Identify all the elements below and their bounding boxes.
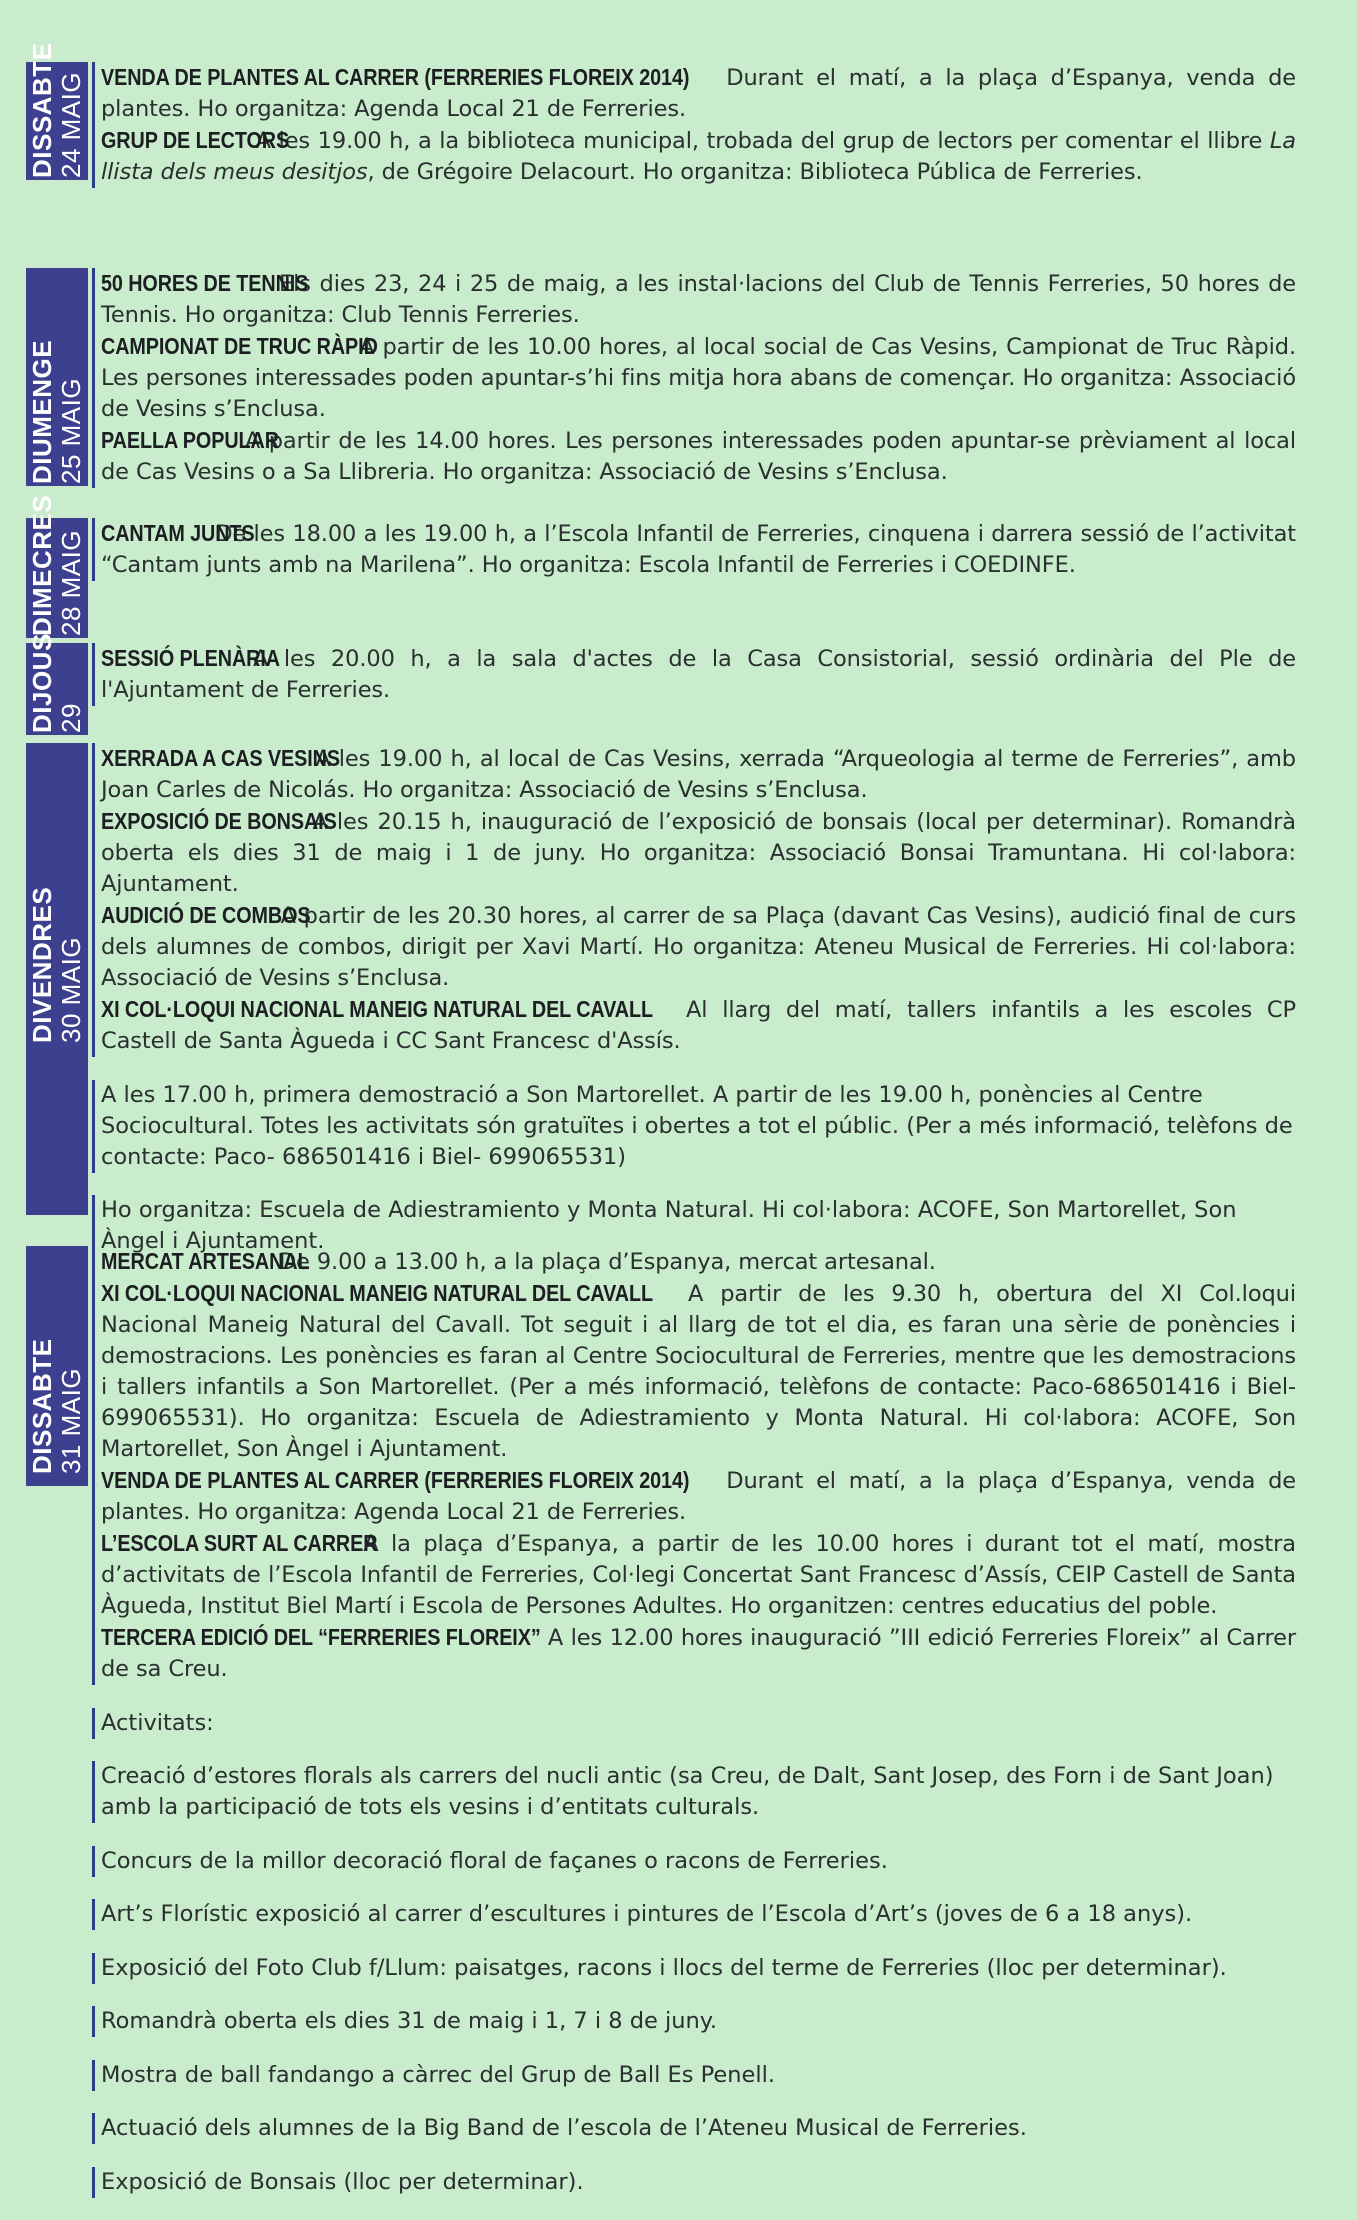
event-item [92,806,1296,900]
event-title: CAMPIONAT DE TRUC RÀPID [101,333,378,359]
event-text: A les 20.00 h, a la sala d'actes de la Casa Consistorial, sessió ordinària del Ple de l'Ajuntament de Ferreries. [101,646,1296,703]
event-detail-line: Mostra de ball fandango a càrrec del Grup de Ball Es Penell. [92,2060,1296,2091]
day-events [88,62,1296,188]
event-item [92,1278,1296,1465]
day-date: 30 MAIG [56,936,86,1043]
event-title: AUDICIÓ DE COMBOS [101,902,311,928]
event-detail-line: Actuació dels alumnes de la Big Band de l’escola de l’Ateneu Musical de Ferreries. [92,2113,1296,2144]
day-label-bar [26,1246,88,1486]
event-title: GRUP DE LECTORS [101,127,290,153]
event-text: A partir de les 10.00 hores, al local social de Cas Vesins, Campionat de Truc Ràpid. Les persones interessades poden apuntar-s’hi fins mitja hora abans de començar. Ho organitza: Associació de Vesins s’Enclusa. [101,334,1296,422]
event-text: De les 18.00 a les 19.00 h, a l’Escola Infantil de Ferreries, cinquena i darrera sessió de l’activitat “Cantam junts amb na Marilena”. Ho organitza: Escola Infantil de Ferreries i COEDINFE. [101,521,1296,578]
event-text: A les 19.00 h, a la biblioteca municipal, trobada del grup de lectors per comentar el llibre [248,128,1270,154]
day-section-dissabte-31 [26,1246,1296,2195]
day-weekday: DIJOUS [27,633,57,733]
event-item [92,1246,1296,1278]
event-detail-line: Creació d’estores florals als carrers del nucli antic (sa Creu, de Dalt, Sant Josep, des Forn i de Sant Joan) amb la participació de tots els vesins i d’entitats culturals. [92,1761,1296,1823]
event-text: Els dies 23, 24 i 25 de maig, a les instal·lacions del Club de Tennis Ferreries, 50 hores de Tennis. Ho organitza: Club Tennis Ferreries. [101,271,1296,328]
event-title: TERCERA EDICIÓ DEL “FERRERIES FLOREIX” [101,1624,541,1650]
day-section-diumenge-25 [26,268,1296,486]
event-text: De 9.00 a 13.00 h, a la plaça d’Espanya, mercat artesanal. [271,1249,936,1275]
event-text: A partir de les 9.30 h, obertura del XI Col.loqui Nacional Maneig Natural del Cavall. Tot seguit i al llarg de tot el dia, es faran una sèrie de ponències i demostracions. Les ponències es faran al Centre Sociocultural de Ferreries, mentre que les demostracions i tallers infantils a Son Martorellet. (Per a més informació, telèfons de contacte: Paco-686501416 i Biel- 699065531). Ho organitza: Escuela de Adiestramiento y Monta Natural. Hi col·labora: ACOFE, Son Martorellet, Son Àngel i Ajuntament. [101,1281,1296,1462]
event-text: Durant el matí, a la plaça d’Espanya, venda de plantes. Ho organitza: Agenda Local 21 de Ferreries. [101,65,1296,122]
event-text: A partir de les 20.30 hores, al carrer de sa Plaça (davant Cas Vesins), audició final de curs dels alumnes de combos, dirigit per Xavi Martí. Ho organitza: Ateneu Musical de Ferreries. Hi col·labora: Associació de Vesins s’Enclusa. [101,903,1296,991]
event-item [92,743,1296,806]
event-title: L’ESCOLA SURT AL CARRER [101,1530,378,1556]
day-label-bar [26,268,88,486]
event-item [92,1622,1296,1685]
event-title: CANTAM JUNTS [101,520,255,546]
event-item [92,331,1296,425]
event-detail-line: Exposició de Bonsais (lloc per determinar). [92,2167,1296,2198]
day-events [88,518,1296,581]
day-events [88,1246,1296,2220]
day-weekday: DISSABTE [27,42,57,178]
event-title: EXPOSICIÓ DE BONSAIS [101,808,337,834]
day-events [88,743,1296,1280]
event-title: XI COL·LOQUI NACIONAL MANEIG NATURAL DEL CAVALL [101,996,653,1022]
day-weekday: DIUMENGE [27,339,57,484]
event-title: 50 HORES DE TENNIS [101,270,309,296]
event-item [92,900,1296,994]
day-date: 28 MAIG [56,529,86,636]
event-detail-line: A les 17.00 h, primera demostració a Son Martorellet. A partir de les 19.00 h, ponències al Centre Sociocultural. Totes les activitats són gratuïtes i obertes a tot el públic. (Per a més informació, telèfons de contacte: Paco- 686501416 i Biel- 699065531) [92,1080,1296,1173]
day-label-bar [26,633,88,735]
event-item [92,1528,1296,1622]
day-section-dijous-29 [26,633,1296,735]
day-events [88,643,1296,706]
event-detail-line: Exposició del Foto Club f/Llum: paisatges, racons i llocs del terme de Ferreries (lloc per determinar). [92,1953,1296,1984]
event-title: SESSIÓ PLENÀRIA [101,645,280,671]
event-title: XI COL·LOQUI NACIONAL MANEIG NATURAL DEL CAVALL [101,1280,653,1306]
event-item [92,1465,1296,1528]
day-weekday: DISSABTE [27,1338,57,1474]
day-date: 31 MAIG [56,1367,86,1474]
event-detail-line: Romandrà oberta els dies 31 de maig i 1, 7 i 8 de juny. [92,2006,1296,2037]
event-title: VENDA DE PLANTES AL CARRER (FERRERIES FLOREIX 2014) [101,64,690,90]
event-detail-line: Art’s Florístic exposició al carrer d’escultures i pintures de l’Escola d’Art’s (joves de 6 a 18 anys). [92,1899,1296,1930]
event-item [92,125,1296,188]
book-title: La llista dels meus desitjos [101,128,1296,185]
event-text: A les 20.15 h, inauguració de l’exposició de bonsais (local per determinar). Romandrà oberta els dies 31 de maig i 1 de juny. Ho organitza: Associació Bonsai Tramuntana. Hi col·labora: Ajuntament. [101,809,1296,897]
day-weekday: DIVENDRES [27,886,57,1043]
day-date: 29 [56,703,86,733]
event-detail-line: Ho organitza: Escuela de Adiestramiento y Monta Natural. Hi col·labora: ACOFE, Son Martorellet, Son Àngel i Ajuntament. [92,1195,1296,1257]
day-label-bar [26,42,88,180]
event-text: Durant el matí, a la plaça d’Espanya, venda de plantes. Ho organitza: Agenda Local 21 de Ferreries. [101,1468,1296,1525]
event-title: MERCAT ARTESANAL [101,1248,310,1274]
day-date: 25 MAIG [56,377,86,484]
day-label-bar [26,494,88,638]
day-weekday: DIMECRES [27,494,57,636]
event-text: Al llarg del matí, tallers infantils a les escoles CP Castell de Santa Àgueda i CC Sant Francesc d'Assís. [101,997,1296,1054]
event-item [92,518,1296,581]
event-detail-line: Activitats: [92,1708,1296,1739]
event-title: VENDA DE PLANTES AL CARRER (FERRERIES FLOREIX 2014) [101,1467,690,1493]
event-item [92,268,1296,331]
event-item [92,425,1296,488]
day-section-dimecres-28 [26,494,1296,638]
event-title: PAELLA POPULAR [101,427,279,453]
event-text: A la plaça d’Espanya, a partir de les 10.00 hores i durant tot el matí, mostra d’activitats de l’Escola Infantil de Ferreries, Col·legi Concertat Sant Francesc d’Assís, CEIP Castell de Santa Àgueda, Institut Biel Martí i Escola de Persones Adultes. Ho organitzen: centres educatius del poble. [101,1531,1296,1619]
event-text: A partir de les 14.00 hores. Les persones interessades poden apuntar-se prèviament al local de Cas Vesins o a Sa Llibreria. Ho organitza: Associació de Vesins s’Enclusa. [101,428,1296,485]
event-item [92,62,1296,125]
event-text: A les 12.00 hores inauguració ”III edició Ferreries Floreix” al Carrer de sa Creu. [101,1625,1296,1682]
day-section-divendres-30 [26,743,1296,1254]
event-text: , de Grégoire Delacourt. Ho organitza: Biblioteca Pública de Ferreries. [367,159,1143,185]
event-item [92,994,1296,1057]
day-date: 24 MAIG [56,71,86,178]
event-title: XERRADA A CAS VESINS [101,745,340,771]
day-section-dissabte-24 [26,42,1296,185]
day-label-bar [26,743,88,1215]
day-events [88,268,1296,488]
event-item [92,643,1296,706]
event-text: A les 19.00 h, al local de Cas Vesins, xerrada “Arqueologia al terme de Ferreries”, amb Joan Carles de Nicolás. Ho organitza: Associació de Vesins s’Enclusa. [101,746,1296,803]
event-detail-line: Concurs de la millor decoració floral de façanes o racons de Ferreries. [92,1846,1296,1877]
